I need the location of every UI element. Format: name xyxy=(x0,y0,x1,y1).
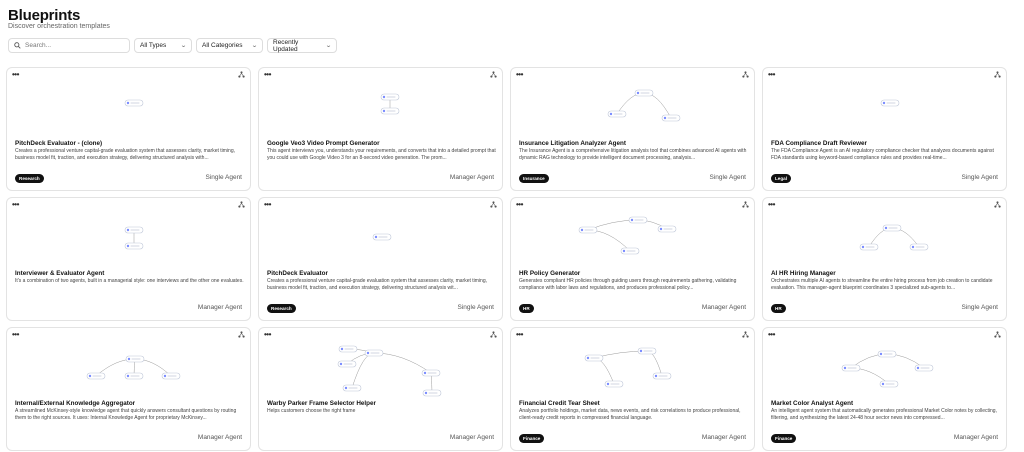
more-options-icon[interactable]: ••• xyxy=(768,330,775,339)
blueprint-card[interactable] xyxy=(258,67,503,191)
hierarchy-icon xyxy=(742,71,749,78)
agent-node-icon xyxy=(339,346,357,352)
agent-type: Manager Agent xyxy=(449,434,494,441)
orchestration-diagram xyxy=(7,208,251,270)
blueprint-card[interactable] xyxy=(762,327,1007,451)
agent-node-icon xyxy=(125,227,143,233)
more-options-icon[interactable]: ••• xyxy=(264,330,271,339)
agent-node-icon xyxy=(365,350,383,356)
agent-node-icon xyxy=(658,226,676,232)
hierarchy-icon xyxy=(490,331,497,338)
more-options-icon[interactable]: ••• xyxy=(12,70,19,79)
blueprint-name: Market Color Analyst Agent xyxy=(771,400,854,407)
more-options-icon[interactable]: ••• xyxy=(12,330,19,339)
agent-node-icon xyxy=(423,390,441,396)
type-select-label: All Types xyxy=(140,42,167,49)
category-tag: Insurance xyxy=(519,174,549,183)
agent-type: Manager Agent xyxy=(701,434,746,441)
agent-node-icon xyxy=(662,115,680,121)
blueprint-card[interactable] xyxy=(258,197,503,321)
blueprint-description: It's a combination of two agents, built in a managerial style: one interviews and the other one evaluates. xyxy=(15,278,244,284)
more-options-icon[interactable]: ••• xyxy=(12,200,19,209)
agent-node-icon xyxy=(373,234,391,240)
agent-type: Manager Agent xyxy=(701,304,746,311)
agent-node-icon xyxy=(915,365,933,371)
blueprint-name: Interviewer & Evaluator Agent xyxy=(15,270,105,277)
blueprint-grid xyxy=(6,67,1009,451)
orchestration-diagram xyxy=(511,338,755,400)
hierarchy-icon xyxy=(490,71,497,78)
blueprint-description: The FDA Compliance Agent is an AI regulatory compliance checker that analyzes documents against FDA standards using keyword-based compliance rules and provides real-time... xyxy=(771,148,994,161)
hierarchy-icon xyxy=(238,331,245,338)
blueprint-name: Financial Credit Tear Sheet xyxy=(519,400,600,407)
category-tag: Research xyxy=(15,174,44,183)
blueprint-description: Creates a professional venture capital-grade evaluation system that assesses clarity, market timing, business model fit, traction, and execution strategy, delivering structured analysis with... xyxy=(15,148,236,161)
agent-node-icon xyxy=(621,248,639,254)
blueprint-description: Orchestrates multiple AI agents to streamline the entire hiring process from job creation to candidate evaluation. This manager-agent blueprint coordinates 3 specialized sub-agents to... xyxy=(771,278,993,291)
agent-node-icon xyxy=(343,385,361,391)
orchestration-diagram xyxy=(259,208,503,270)
hierarchy-icon xyxy=(994,331,1001,338)
blueprint-name: PitchDeck Evaluator xyxy=(267,270,328,277)
more-options-icon[interactable]: ••• xyxy=(516,70,523,79)
agent-node-icon xyxy=(638,348,656,354)
sort-select-label: Recently Updated xyxy=(273,38,299,53)
agent-type: Manager Agent xyxy=(197,434,242,441)
more-options-icon[interactable]: ••• xyxy=(768,70,775,79)
blueprint-card[interactable] xyxy=(258,327,503,451)
agent-type: Single Agent xyxy=(205,174,242,181)
agent-node-icon xyxy=(126,356,144,362)
diagram-edge xyxy=(647,351,662,376)
agent-type: Manager Agent xyxy=(953,434,998,441)
more-options-icon[interactable]: ••• xyxy=(768,200,775,209)
more-options-icon[interactable]: ••• xyxy=(264,70,271,79)
orchestration-diagram xyxy=(763,338,1007,400)
agent-node-icon xyxy=(878,351,896,357)
agent-type: Single Agent xyxy=(457,304,494,311)
blueprint-description: This agent interviews you, understands your requirements, and converts that into a detailed prompt that you could use with Google Video 3 for an 8-second video generation. The prom... xyxy=(267,148,496,161)
agent-node-icon xyxy=(338,361,356,367)
diagram-edge xyxy=(644,93,671,118)
blueprint-card[interactable] xyxy=(6,67,251,191)
blueprint-name: Warby Parker Frame Selector Helper xyxy=(267,400,376,407)
agent-node-icon xyxy=(860,244,878,250)
agent-node-icon xyxy=(635,90,653,96)
category-tag: HR xyxy=(771,304,786,313)
category-tag: Research xyxy=(267,304,296,313)
diagram-edge xyxy=(594,358,614,384)
chevron-down-icon: ⌄ xyxy=(180,43,187,49)
agent-node-icon xyxy=(608,111,626,117)
hierarchy-icon xyxy=(490,201,497,208)
blueprint-name: Insurance Litigation Analyzer Agent xyxy=(519,140,626,147)
orchestration-diagram xyxy=(763,78,1007,140)
search-input[interactable] xyxy=(25,42,125,49)
agent-node-icon xyxy=(381,108,399,114)
blueprint-description: A streamlined McKinsey-style knowledge agent that quickly answers consultant questions by routing them to the right sources. It uses: Internal Knowledge Agent for proprietary McKinsey... xyxy=(15,408,237,421)
blueprint-description: Creates a professional venture capital-grade evaluation system that assesses clarity, market timing, business model fit, traction, and execution strategy, delivering structured analysis wit... xyxy=(267,278,488,291)
blueprint-name: PitchDeck Evaluator - (clone) xyxy=(15,140,103,147)
blueprint-name: HR Policy Generator xyxy=(519,270,581,277)
agent-node-icon xyxy=(880,381,898,387)
hierarchy-icon xyxy=(742,201,749,208)
agent-node-icon xyxy=(881,100,899,106)
blueprint-description: An intelligent agent system that automatically generates professional Market Color notes by collecting, filtering, and synthesizing the latest 24-48 hour sector news into compressed... xyxy=(771,408,997,421)
category-tag: Legal xyxy=(771,174,791,183)
category-select-label: All Categories xyxy=(202,42,243,49)
orchestration-diagram xyxy=(7,78,251,140)
blueprint-name: FDA Compliance Draft Reviewer xyxy=(771,140,867,147)
blueprint-description: Generates compliant HR policies through guiding users through requirements gathering, validating compliance with labor laws and regulations, and produces professional policy... xyxy=(519,278,737,291)
blueprint-name: Google Veo3 Video Prompt Generator xyxy=(267,140,380,147)
search-icon xyxy=(14,42,21,49)
hierarchy-icon xyxy=(742,331,749,338)
category-tag: HR xyxy=(519,304,534,313)
orchestration-diagram xyxy=(259,78,503,140)
agent-node-icon xyxy=(605,381,623,387)
agent-node-icon xyxy=(653,373,671,379)
agent-node-icon xyxy=(629,217,647,223)
chevron-down-icon: ⌄ xyxy=(251,43,258,49)
category-tag: Finance xyxy=(771,434,796,443)
filter-bar xyxy=(8,38,337,53)
agent-node-icon xyxy=(125,373,143,379)
page-title: Blueprints xyxy=(8,7,81,24)
hierarchy-icon xyxy=(994,201,1001,208)
agent-type: Single Agent xyxy=(961,304,998,311)
agent-type: Manager Agent xyxy=(197,304,242,311)
orchestration-diagram xyxy=(7,338,251,400)
hierarchy-icon xyxy=(238,71,245,78)
hierarchy-icon xyxy=(238,201,245,208)
more-options-icon[interactable]: ••• xyxy=(516,330,523,339)
search-box[interactable] xyxy=(8,38,130,53)
agent-type: Single Agent xyxy=(961,174,998,181)
agent-node-icon xyxy=(842,365,860,371)
chevron-down-icon: ⌄ xyxy=(325,43,332,49)
page-subtitle: Discover orchestration templates xyxy=(8,23,110,30)
hierarchy-icon xyxy=(994,71,1001,78)
orchestration-diagram xyxy=(511,78,755,140)
orchestration-diagram xyxy=(511,208,755,270)
agent-type: Manager Agent xyxy=(449,174,494,181)
agent-node-icon xyxy=(381,94,399,100)
orchestration-diagram xyxy=(259,338,503,400)
agent-node-icon xyxy=(162,373,180,379)
blueprint-name: Internal/External Knowledge Aggregator xyxy=(15,400,136,407)
more-options-icon[interactable]: ••• xyxy=(516,200,523,209)
agent-node-icon xyxy=(422,370,440,376)
blueprint-card[interactable] xyxy=(6,327,251,451)
category-tag: Finance xyxy=(519,434,544,443)
blueprint-description: Analyzes portfolio holdings, market data, news events, and risk correlations to produce professional, client-ready credit reports in compressed financial language. xyxy=(519,408,741,421)
blueprint-card[interactable] xyxy=(510,327,755,451)
sort-select[interactable] xyxy=(267,38,337,53)
blueprint-card[interactable] xyxy=(510,67,755,191)
blueprint-card[interactable] xyxy=(762,197,1007,321)
agent-type: Single Agent xyxy=(709,174,746,181)
blueprint-card[interactable] xyxy=(6,197,251,321)
agent-node-icon xyxy=(125,243,143,249)
type-select[interactable] xyxy=(134,38,192,53)
category-select[interactable] xyxy=(196,38,263,53)
blueprint-name: AI HR Hiring Manager xyxy=(771,270,836,277)
blueprint-description: The Insurance Agent is a comprehensive litigation analysis tool that combines advanced AI agents with dynamic RAG technology to provide intelligent document processing, analysis... xyxy=(519,148,747,161)
diagram-edge xyxy=(374,353,431,373)
agent-node-icon xyxy=(883,225,901,231)
agent-node-icon xyxy=(585,355,603,361)
blueprint-description: Helps customers choose the right frame xyxy=(267,408,356,414)
more-options-icon[interactable]: ••• xyxy=(264,200,271,209)
agent-node-icon xyxy=(87,373,105,379)
agent-node-icon xyxy=(125,100,143,106)
blueprint-card[interactable] xyxy=(762,67,1007,191)
agent-node-icon xyxy=(910,244,928,250)
agent-node-icon xyxy=(579,227,597,233)
blueprint-card[interactable] xyxy=(510,197,755,321)
orchestration-diagram xyxy=(763,208,1007,270)
